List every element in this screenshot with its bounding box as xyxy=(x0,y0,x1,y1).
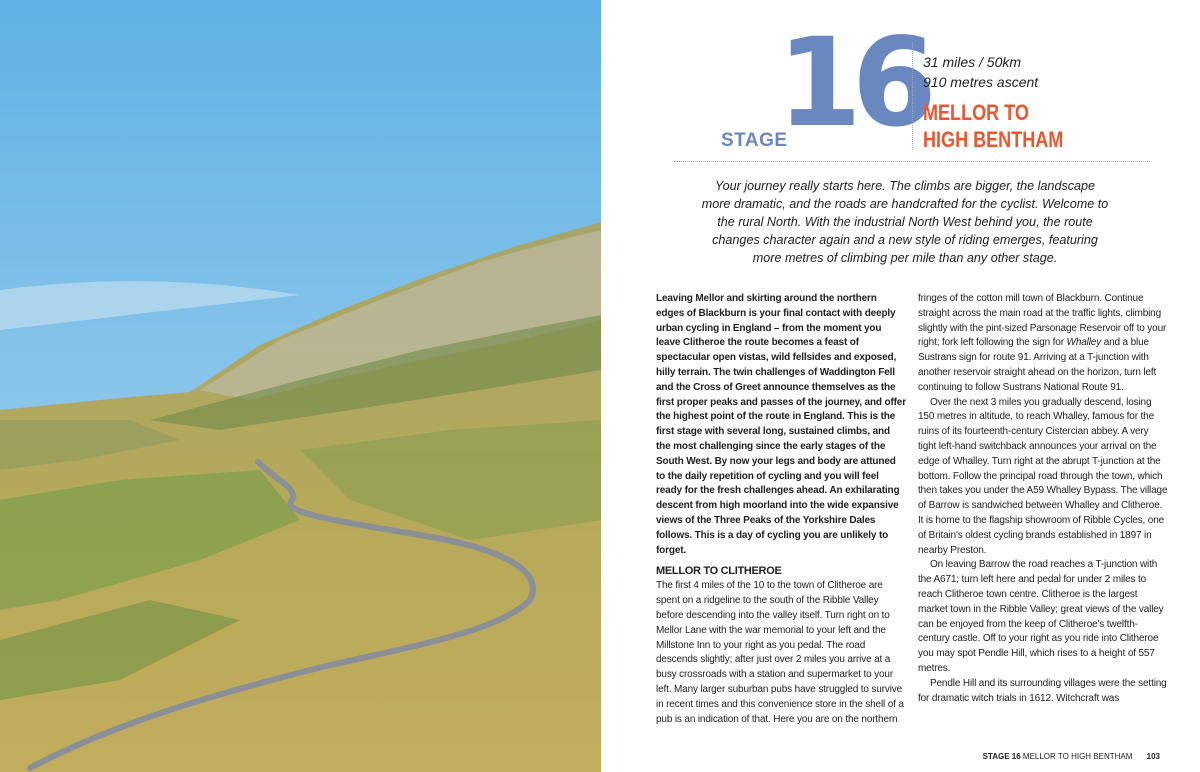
footer-title: MELLOR TO HIGH BENTHAM xyxy=(1022,752,1133,761)
section-heading: MELLOR TO CLITHEROE xyxy=(656,565,782,578)
header-rule xyxy=(674,161,1150,162)
stage-number: 16 xyxy=(777,12,927,154)
body-text-italic: Whalley xyxy=(1066,337,1102,349)
lead-paragraph: Leaving Mellor and skirting around the northern edges of Blackburn is your final contact with deeply urban cycling in England – from the moment you leave Clitheroe the route becomes a feast of spectacular open vistas, wild fellsides and exposed, hilly terrain. The twin challenges of Waddington Fell and the Cross of Greet announce themselves as the first proper peaks and passes of the journey, and offer the highest point of the route in England. This is the first stage with several long, sustained climbs, and the most challenging since the early stages of the South West. By now your legs and body are attuned to the daily repetition of cycling and you will feel ready for the fresh challenges ahead. An exhilarating descent from high moorland into the wide expansive views of the Three Peaks of the Yorkshire Dales follows. This is a day of cycling you are unlikely to forget. xyxy=(656,293,906,556)
running-footer xyxy=(983,752,1160,761)
route-stats xyxy=(923,52,1038,92)
body-text: and a blue Sustrans sign for route 91. Arriving at a T-junction with another reservoir straight ahead on the horizon, turn left continuing to follow Sustrans National Route 91. xyxy=(918,337,1157,393)
body-paragraph: Over the next 3 miles you gradually descend, losing 150 metres in altitude, to reach Whalley, famous for the ruins of its fourteenth-century Cistercian abbey. A very tight left-hand switchback announces your arrival on the edge of Whalley. Turn right at the abrupt T-junction at the bottom. Follow the principal road through the town, which then takes you under the A59 Whalley Bypass. The village of Barrow is sandwiched between Whalley and Clitheroe. It is home to the flagship showroom of Ribble Cycles, one of Britain's oldest cycling brands established in 1897 in nearby Preston. xyxy=(918,396,1168,556)
title-line-2: HIGH BENTHAM xyxy=(923,127,1064,152)
page-number: 103 xyxy=(1146,752,1160,761)
body-paragraph: On leaving Barrow the road reaches a T-junction with the A671; turn left here and pedal for under 2 miles to reach Clitheroe town centre. Clitheroe is the largest market town in the Ribble Valley; great views of the valley can be enjoyed from the keep of Clitheroe's twelfth-century castle. Off to your right as you ride into Clitheroe you may spot Pendle Hill, which rises to a height of 557 metres. xyxy=(918,559,1164,674)
body-columns xyxy=(656,292,1168,742)
ascent: 910 metres ascent xyxy=(923,74,1039,90)
distance: 31 miles / 50km xyxy=(923,54,1022,70)
body-paragraph: Pendle Hill and its surrounding villages were the setting for dramatic witch trials in 1612. Witchcraft was xyxy=(918,677,1167,704)
title-line-1: MELLOR TO xyxy=(923,100,1029,125)
body-text: The first 4 miles of the 10 to the town of Clitheroe are spent on a ridgeline to the south of the Ribble Valley before descending into the valley itself. Turn right on to Mellor Lane with the war memorial to your left and the Millstone Inn to your right as you pedal. The road descends slightly; after just over 2 miles you arrive at a busy crossroads with a station and supermarket to your left. Many larger suburban pubs have struggled to survive in recent times and this convenience store in the shell of a pub is an indication of that. Here you are on the northern fringes of the cotton mill town of Blackburn. Continue straight across the main road at the traffic lights, climbing slightly with the pint-sized Parsonage Reservoir off to your right; fork left following the sign for xyxy=(656,293,1167,725)
stage-label: STAGE xyxy=(721,130,788,151)
intro-paragraph: Your journey really starts here. The climbs are bigger, the landscape more dramatic, and the roads are handcrafted for the cyclist. Welcome to the rural North. With the industrial North West behind you, the route changes character again and a new style of riding emerges, featuring more metres of climbing per mile than any other stage. xyxy=(701,179,1109,265)
footer-stage: STAGE 16 xyxy=(982,752,1021,761)
book-page xyxy=(601,0,1200,772)
stage-title xyxy=(923,99,1063,153)
divider xyxy=(912,42,913,150)
